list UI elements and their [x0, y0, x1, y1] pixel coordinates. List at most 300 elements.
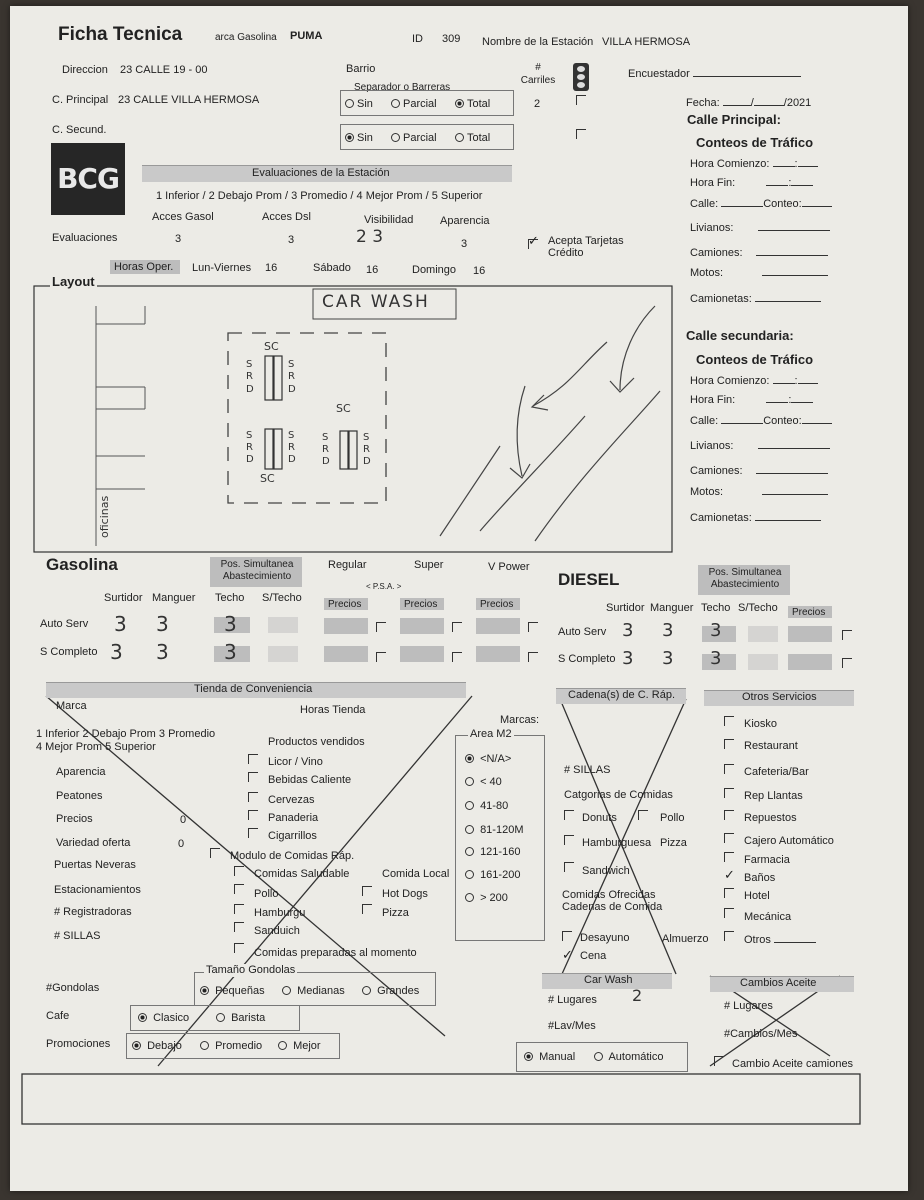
- cat-sandwich: Sandwich: [582, 865, 630, 877]
- desayuno-check[interactable]: [562, 931, 572, 941]
- pump1-right-r: R: [288, 371, 295, 382]
- otros-check[interactable]: [724, 788, 734, 798]
- evaluaciones-row-label: Evaluaciones: [52, 232, 118, 244]
- dsl-precios: [788, 606, 832, 618]
- gas-auto-stecho-shade: [268, 617, 298, 633]
- separador-principal-group: [340, 90, 514, 116]
- p-hora-fin[interactable]: Hora Fin: :: [690, 177, 813, 190]
- cafe-barista[interactable]: Barista: [216, 1012, 265, 1025]
- col-aparencia: Aparencia: [440, 215, 490, 227]
- otros-check[interactable]: [724, 716, 734, 726]
- gas-completo-stecho-shade: [268, 646, 298, 662]
- carwash-automatico[interactable]: Automático: [594, 1051, 663, 1064]
- direccion-label: Direccion: [62, 64, 108, 76]
- precios-label: Precios: [480, 599, 514, 610]
- domingo-value: 16: [473, 265, 486, 277]
- gas-price-field[interactable]: [476, 646, 520, 662]
- comida-check[interactable]: [234, 922, 244, 932]
- aceite-lugares: # Lugares: [724, 1000, 773, 1012]
- conteos-secundaria-title: Conteos de Tráfico: [696, 352, 814, 367]
- radio-icon: [391, 133, 400, 142]
- layout-oficinas: oficinas: [98, 495, 111, 538]
- area-opt-161-200[interactable]: 161-200: [465, 869, 520, 882]
- gondola-medianas[interactable]: Medianas: [282, 985, 345, 998]
- local-pizza: Pizza: [382, 907, 409, 919]
- gas-price-check[interactable]: [452, 622, 462, 632]
- comida-sanduich: Sanduich: [254, 925, 300, 937]
- area-opt-200[interactable]: > 200: [465, 892, 508, 905]
- dsl-auto-manguer: 3: [662, 620, 674, 641]
- p-camionetas[interactable]: Camionetas:: [690, 293, 821, 306]
- gas-psa: < P.S.A. >: [366, 582, 402, 591]
- comida-saludable: Comidas Saludable: [254, 868, 350, 880]
- dsl-price-field[interactable]: [788, 626, 832, 642]
- gas-completo-label: S Completo: [40, 646, 98, 658]
- separador-secundaria-group: [340, 124, 514, 150]
- otros-check[interactable]: [724, 852, 734, 862]
- radio-icon: [465, 777, 474, 786]
- opt-label: Sin: [357, 98, 373, 110]
- domingo-label: Domingo: [412, 264, 457, 276]
- pump3-left-r: R: [322, 444, 329, 455]
- gas-precios-2: [400, 598, 444, 610]
- otros-check[interactable]: [724, 908, 734, 918]
- carwash-title: Car Wash: [584, 974, 633, 986]
- id-value: 309: [442, 33, 461, 45]
- radio-icon: [391, 99, 400, 108]
- sep2-total[interactable]: [455, 132, 490, 145]
- radio-checked-icon: [524, 1052, 533, 1061]
- precios-label: Precios: [404, 599, 438, 610]
- p-hora-comienzo[interactable]: Hora Comienzo: :: [690, 158, 818, 171]
- tienda-precios-value: 0: [180, 814, 187, 826]
- gas-price-field[interactable]: [324, 618, 368, 634]
- p-calle-conteo[interactable]: Calle: Conteo:: [690, 198, 832, 211]
- radio-checked-icon: [138, 1013, 147, 1022]
- opt-label: Total: [467, 132, 491, 144]
- gas-precios-1: [324, 598, 368, 610]
- eval-aparencia: 3: [461, 238, 468, 250]
- gas-auto-manguer: 3: [156, 612, 169, 636]
- gondola-pequenas[interactable]: Pequeñas: [200, 985, 265, 998]
- comida-preparadas: Comidas preparadas al momento: [254, 947, 417, 959]
- dsl-completo-label: S Completo: [558, 653, 616, 665]
- dsl-price-check[interactable]: [842, 658, 852, 668]
- comida-check[interactable]: [234, 884, 244, 894]
- promo-mejor[interactable]: Mejor: [278, 1040, 321, 1053]
- pump1-left-s: S: [246, 359, 253, 370]
- cat-pizza: Pizza: [660, 837, 687, 849]
- precios-label: Precios: [328, 599, 362, 610]
- gas-price-field[interactable]: [476, 618, 520, 634]
- layout-frame: [34, 286, 672, 552]
- diesel-title: DIESEL: [558, 570, 620, 589]
- radio-icon: [455, 133, 464, 142]
- area-opt-na[interactable]: <N/A>: [465, 753, 511, 766]
- dsl-price-field[interactable]: [788, 654, 832, 670]
- lunvie-label: Lun-Viernes: [192, 262, 252, 274]
- carril-secundaria-checkbox[interactable]: [576, 129, 586, 139]
- tienda-row-promociones: Promociones: [46, 1038, 111, 1050]
- pump3-left-s: S: [322, 432, 329, 443]
- tienda-row-variedad: Variedad oferta: [56, 837, 131, 849]
- otros-banos: Baños: [744, 872, 776, 884]
- pump3-right-d: D: [363, 456, 371, 467]
- dsl-pos-label: Pos. Simultanea Abastecimiento: [708, 567, 782, 590]
- tienda-row-estacionamientos: Estacionamientos: [54, 884, 141, 896]
- gas-col-techo: Techo: [215, 592, 245, 604]
- dsl-auto-surtidor: 3: [622, 620, 634, 641]
- evaluaciones-title: Evaluaciones de la Estación: [252, 167, 390, 179]
- radio-checked-icon: [465, 754, 474, 763]
- opt-label: Parcial: [403, 98, 437, 110]
- tienda-row-gondolas: #Gondolas: [46, 982, 100, 994]
- cat-hamburguesa: Hamburguesa: [582, 837, 652, 849]
- gasolina-title: Gasolina: [46, 555, 118, 574]
- aceite-camiones-check[interactable]: [714, 1056, 724, 1066]
- producto-cervezas: Cervezas: [268, 794, 315, 806]
- p-motos[interactable]: Motos:: [690, 267, 828, 280]
- brand-value: PUMA: [290, 30, 323, 42]
- dsl-auto-label: Auto Serv: [558, 626, 607, 638]
- sep2-sin[interactable]: [345, 132, 373, 145]
- carwash-lugares-label: # Lugares: [548, 994, 597, 1006]
- carwash-lavmes: #Lav/Mes: [548, 1020, 596, 1032]
- comida-check[interactable]: [234, 904, 244, 914]
- fecha-value: /2021: [783, 97, 812, 109]
- tienda-row-registradoras: # Registradoras: [54, 906, 132, 918]
- radio-icon: [465, 870, 474, 879]
- dsl-auto-stecho-shade: [748, 626, 778, 642]
- radio-checked-icon: [455, 99, 464, 108]
- principal-value: 23 CALLE VILLA HERMOSA: [118, 94, 260, 106]
- tienda-row-precios: Precios: [56, 813, 93, 825]
- promo-debajo[interactable]: Debajo: [132, 1040, 182, 1053]
- cadena-title: Cadena(s) de C. Ráp.: [568, 689, 675, 701]
- evaluaciones-scale: 1 Inferior / 2 Debajo Prom / 3 Promedio / 4 Mejor Prom / 5 Superior: [156, 190, 483, 202]
- layout-title: Layout: [52, 274, 95, 289]
- comida-pollo: Pollo: [254, 888, 279, 900]
- gas-completo-surtidor: 3: [110, 640, 123, 664]
- gas-auto-surtidor: 3: [114, 612, 127, 636]
- lunvie-value: 16: [265, 262, 278, 274]
- pump2-right-s: S: [288, 430, 295, 441]
- carriles-label: # Carriles: [520, 62, 556, 86]
- otros-check[interactable]: [724, 833, 734, 843]
- cadena-categorias: Catgorias de Comidas: [564, 789, 673, 801]
- producto-check[interactable]: [248, 754, 258, 764]
- otros-check[interactable]: [724, 931, 734, 941]
- otros-restaurant: Restaurant: [744, 740, 798, 752]
- tienda-row-puertas: Puertas Neveras: [54, 859, 136, 871]
- pump2-right-r: R: [288, 442, 295, 453]
- otros-llantas: Rep Llantas: [744, 790, 803, 802]
- cadena-cena: Cena: [580, 950, 607, 962]
- carwash-lugares-value: 2: [632, 986, 643, 1005]
- dsl-col-stecho: S/Techo: [738, 602, 778, 614]
- otros-otros: Otros: [744, 934, 816, 947]
- cena-check-icon: ✓: [562, 947, 573, 962]
- producto-cigarrillos: Cigarrillos: [268, 830, 317, 842]
- layout-sc-1: SC: [264, 340, 279, 353]
- producto-panaderia: Panaderia: [268, 812, 319, 824]
- otros-hotel: Hotel: [744, 890, 770, 902]
- pump1-right-s: S: [288, 359, 295, 370]
- radio-icon: [362, 986, 371, 995]
- area-title: Area M2: [470, 728, 512, 740]
- sep1-sin[interactable]: [345, 98, 373, 111]
- survey-form-sheet: [10, 6, 908, 1191]
- gas-precios-3: [476, 598, 520, 610]
- radio-icon: [200, 1041, 209, 1050]
- tienda-variedad-value: 0: [178, 838, 185, 850]
- encuestador-label: Encuestador: [628, 68, 801, 81]
- radio-icon: [282, 986, 291, 995]
- tienda-row-sillas: # SILLAS: [54, 930, 101, 942]
- producto-check[interactable]: [248, 772, 258, 782]
- gas-regular: Regular: [328, 559, 367, 571]
- comida-hamburgu: Hamburgu: [254, 907, 306, 919]
- comida-local: Comida Local: [382, 868, 450, 880]
- principal-label: C. Principal: [52, 94, 109, 106]
- local-check[interactable]: [362, 904, 372, 914]
- cat-donuts: Donuts: [582, 812, 617, 824]
- otros-farmacia: Farmacia: [744, 854, 790, 866]
- radio-checked-icon: [345, 133, 354, 142]
- gas-col-surtidor: Surtidor: [104, 592, 143, 604]
- gas-super: Super: [414, 559, 444, 571]
- p-livianos[interactable]: Livianos:: [690, 222, 830, 235]
- modulo-check[interactable]: [210, 848, 220, 858]
- opt-label: Sin: [357, 132, 373, 144]
- banos-check-icon: ✓: [724, 867, 735, 882]
- separador-label: Separador o Barreras: [354, 82, 451, 93]
- pump1-left-r: R: [246, 371, 253, 382]
- radio-checked-icon: [200, 986, 209, 995]
- tienda-row-aparencia: Aparencia: [56, 766, 106, 778]
- pump2-left-r: R: [246, 442, 253, 453]
- cadena-desayuno: Desayuno: [580, 932, 630, 944]
- radio-icon: [465, 825, 474, 834]
- dsl-col-surtidor: Surtidor: [606, 602, 645, 614]
- gas-price-check[interactable]: [376, 652, 386, 662]
- sep1-parcial[interactable]: [391, 98, 437, 111]
- local-hotdogs: Hot Dogs: [382, 888, 428, 900]
- aceite-camiones: Cambio Aceite camiones: [732, 1058, 854, 1070]
- notes-textarea[interactable]: [24, 1076, 858, 1122]
- s-calle-conteo[interactable]: Calle: Conteo:: [690, 415, 832, 428]
- area-opt-40[interactable]: < 40: [465, 776, 502, 789]
- pump3-left-d: D: [322, 456, 330, 467]
- bcg-logo: BCG: [51, 143, 125, 215]
- tarjetas-label: Acepta Tarjetas Crédito: [548, 235, 624, 259]
- otros-check[interactable]: [724, 764, 734, 774]
- gas-price-check[interactable]: [528, 622, 538, 632]
- dsl-col-manguer: Manguer: [650, 602, 694, 614]
- pump2-left-d: D: [246, 454, 254, 465]
- promo-promedio[interactable]: Promedio: [200, 1040, 262, 1053]
- gas-price-check[interactable]: [376, 622, 386, 632]
- fecha-label: Fecha:: [686, 97, 720, 109]
- radio-icon: [345, 99, 354, 108]
- layout-sc-3: SC: [260, 472, 275, 485]
- cafe-clasico[interactable]: Clasico: [138, 1012, 189, 1025]
- pump1-left-d: D: [246, 384, 254, 395]
- eval-acces-gasol: 3: [175, 233, 182, 245]
- cadena-sillas: # SILLAS: [564, 764, 611, 776]
- otros-repuestos: Repuestos: [744, 812, 797, 824]
- pump3-right-r: R: [363, 444, 370, 455]
- conteos-principal-title: Conteos de Tráfico: [696, 135, 814, 150]
- producto-check[interactable]: [248, 810, 258, 820]
- dsl-completo-stecho-shade: [748, 654, 778, 670]
- marcas-label: Marcas:: [500, 714, 540, 726]
- area-opt-41-80[interactable]: 41-80: [465, 800, 508, 813]
- s-hora-fin[interactable]: Hora Fin: :: [690, 394, 813, 407]
- cat-pollo: Pollo: [660, 812, 685, 824]
- carril-principal-checkbox[interactable]: [576, 95, 586, 105]
- calle-secundaria-title: Calle secundaria:: [686, 328, 794, 343]
- area-opt-121-160[interactable]: 121-160: [465, 846, 520, 859]
- carwash-manual[interactable]: Manual: [524, 1051, 575, 1064]
- s-livianos[interactable]: Livianos:: [690, 440, 830, 453]
- radio-icon: [465, 801, 474, 810]
- barrio-label: Barrio: [346, 63, 376, 75]
- cat-check[interactable]: [564, 810, 574, 820]
- radio-icon: [594, 1052, 603, 1061]
- opt-label: Total: [467, 98, 491, 110]
- s-camiones[interactable]: Camiones:: [690, 465, 828, 478]
- sabado-value: 16: [366, 264, 379, 276]
- form-title: Ficha Tecnica: [58, 24, 183, 45]
- radio-checked-icon: [132, 1041, 141, 1050]
- p-camiones[interactable]: Camiones:: [690, 247, 828, 260]
- id-label: ID: [412, 33, 423, 45]
- sabado-label: Sábado: [313, 262, 351, 274]
- producto-licor: Licor / Vino: [268, 756, 323, 768]
- gas-completo-manguer: 3: [156, 640, 169, 664]
- col-acces-gasol: Acces Gasol: [152, 211, 214, 223]
- tienda-row-cafe: Cafe: [46, 1010, 70, 1022]
- sep2-parcial[interactable]: [391, 132, 437, 145]
- col-acces-dsl: Acces Dsl: [262, 211, 311, 223]
- eval-visibilidad-handwritten: 2 3: [356, 227, 384, 247]
- radio-icon: [465, 893, 474, 902]
- eval-acces-dsl: 3: [288, 234, 295, 246]
- station-label: Nombre de la Estación: [482, 36, 594, 48]
- otros-mecanica: Mecánica: [744, 911, 792, 923]
- cat-check[interactable]: [638, 810, 648, 820]
- tarjetas-check-icon: ✓: [528, 233, 539, 248]
- pump3-right-s: S: [363, 432, 370, 443]
- pump1-right-d: D: [288, 384, 296, 395]
- horas-label: Horas Oper.: [114, 261, 174, 273]
- traffic-arrows: [440, 306, 660, 541]
- carriles-value: 2: [534, 98, 541, 110]
- gas-price-check[interactable]: [528, 652, 538, 662]
- producto-bebidas: Bebidas Caliente: [268, 774, 352, 786]
- traffic-light-icon: [573, 63, 589, 91]
- otros-cajero: Cajero Automático: [744, 835, 834, 847]
- tienda-scale-1: 1 Inferior 2 Debajo Prom 3 Promedio: [36, 728, 216, 740]
- radio-icon: [216, 1013, 225, 1022]
- secundaria-label: C. Secund.: [52, 124, 107, 136]
- gas-pos-label: Pos. Simultanea Abastecimiento: [220, 559, 294, 582]
- calle-principal-title: Calle Principal:: [687, 112, 781, 127]
- layout-sc-2: SC: [336, 402, 351, 415]
- station-value: VILLA HERMOSA: [602, 36, 691, 48]
- otros-check[interactable]: [724, 810, 734, 820]
- gondola-grandes[interactable]: Grandes: [362, 985, 419, 998]
- dsl-auto-techo: 3: [710, 620, 722, 641]
- tienda-row-peatones: Peatones: [56, 790, 103, 802]
- col-visibilidad: Visibilidad: [364, 214, 414, 226]
- cat-check[interactable]: [564, 862, 574, 872]
- otros-cafeteria: Cafeteria/Bar: [744, 766, 809, 778]
- layout-car-wash: CAR WASH: [322, 292, 430, 312]
- local-check[interactable]: [362, 886, 372, 896]
- precios-label: Precios: [792, 607, 826, 618]
- producto-check[interactable]: [248, 792, 258, 802]
- gas-col-manguer: Manguer: [152, 592, 196, 604]
- producto-check[interactable]: [248, 828, 258, 838]
- radio-icon: [465, 847, 474, 856]
- opt-label: Parcial: [403, 132, 437, 144]
- s-motos[interactable]: Motos:: [690, 486, 828, 499]
- gas-price-check[interactable]: [452, 652, 462, 662]
- tienda-horas: Horas Tienda: [300, 704, 366, 716]
- dsl-completo-surtidor: 3: [622, 648, 634, 669]
- s-hora-comienzo[interactable]: Hora Comienzo: :: [690, 375, 818, 388]
- aceite-cambios: #Cambios/Mes: [724, 1028, 798, 1040]
- gas-completo-techo: 3: [224, 640, 237, 664]
- fecha-field[interactable]: Fecha: / /2021: [686, 97, 812, 109]
- tienda-title: Tienda de Conveniencia: [194, 683, 313, 695]
- otros-check[interactable]: [724, 739, 734, 749]
- tienda-scale-2: 4 Mejor Prom 5 Superior: [36, 741, 156, 753]
- gas-price-field[interactable]: [400, 618, 444, 634]
- direccion-value: 23 CALLE 19 - 00: [120, 64, 208, 76]
- otros-kiosko: Kiosko: [744, 718, 778, 730]
- comida-check[interactable]: [234, 943, 244, 953]
- productos-title: Productos vendidos: [268, 736, 365, 748]
- tienda-marca: Marca: [56, 700, 87, 712]
- gas-vpower: V Power: [488, 561, 530, 573]
- area-opt-81-120[interactable]: 81-120M: [465, 824, 523, 837]
- pump2-right-d: D: [288, 454, 296, 465]
- radio-icon: [278, 1041, 287, 1050]
- s-camionetas[interactable]: Camionetas:: [690, 512, 821, 525]
- cadena-almuerzo: Almuerzo: [662, 933, 709, 945]
- cat-check[interactable]: [564, 835, 574, 845]
- dsl-col-techo: Techo: [701, 602, 731, 614]
- gas-auto-techo: 3: [224, 612, 237, 636]
- aceite-title: Cambios Aceite: [740, 977, 817, 989]
- otros-check[interactable]: [724, 888, 734, 898]
- comida-check[interactable]: [234, 866, 244, 876]
- gondolas-title: Tamaño Gondolas: [206, 964, 296, 976]
- sep1-total[interactable]: [455, 98, 490, 111]
- dsl-completo-techo: 3: [710, 648, 722, 669]
- pump2-left-s: S: [246, 430, 253, 441]
- gas-price-field[interactable]: [400, 646, 444, 662]
- dsl-price-check[interactable]: [842, 630, 852, 640]
- gas-col-stecho: S/Techo: [262, 592, 302, 604]
- gas-price-field[interactable]: [324, 646, 368, 662]
- cadena-ofrecidas: Comidas Ofrecidas Cadenas de Comida: [562, 889, 663, 913]
- gas-auto-label: Auto Serv: [40, 618, 89, 630]
- otros-title: Otros Servicios: [742, 691, 817, 703]
